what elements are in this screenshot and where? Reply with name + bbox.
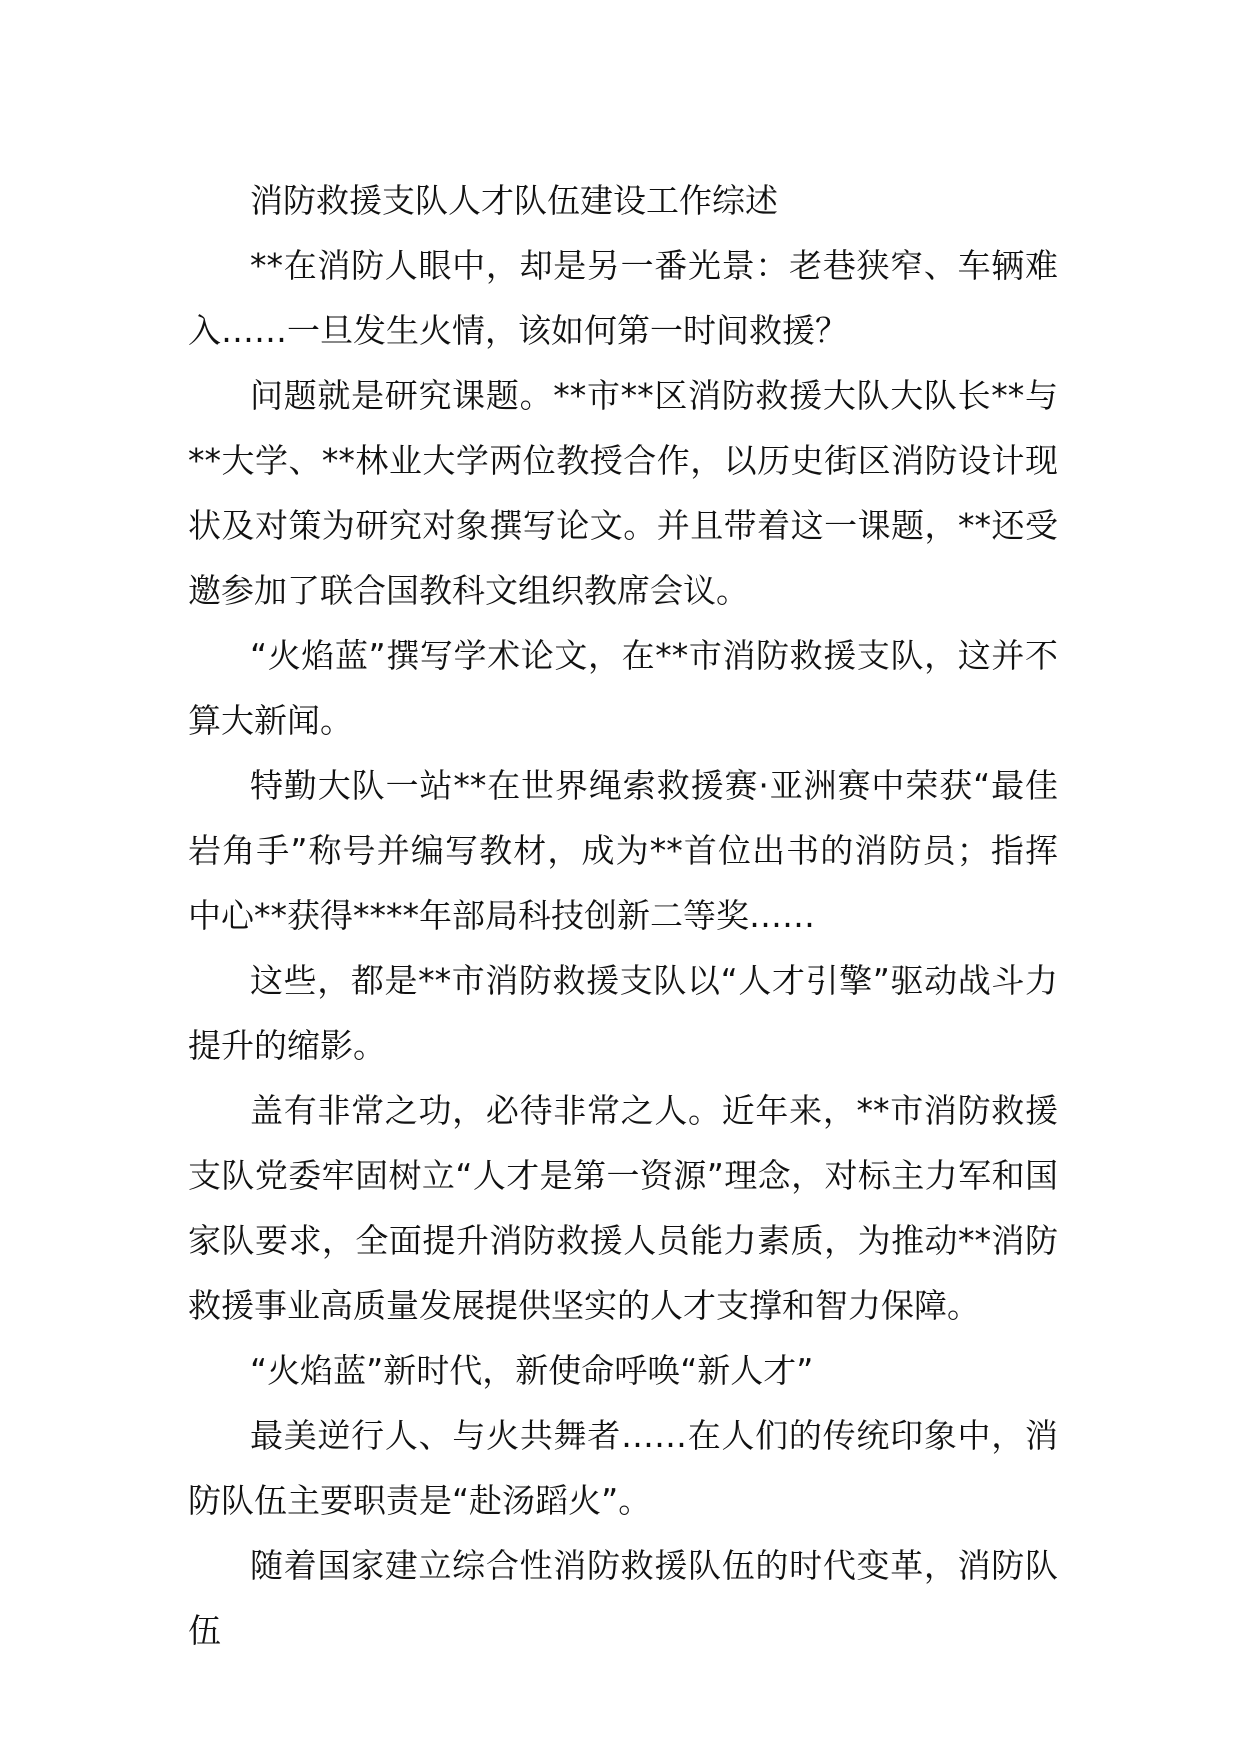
paragraph-3: “火焰蓝”撰写学术论文，在**市消防救援支队，这并不算大新闻。 [188,636,1058,740]
paragraph-1: **在消防人眼中，却是另一番光景：老巷狭窄、车辆难入……一旦发生火情，该如何第一时间救援？ [188,246,1058,350]
paragraph-8: 随着国家建立综合性消防救援队伍的时代变革，消防队伍 [188,1546,1058,1650]
document-title: 消防救援支队人才队伍建设工作综述 [250,181,778,220]
paragraph-7: 最美逆行人、与火共舞者……在人们的传统印象中，消防队伍主要职责是“赴汤蹈火”。 [188,1416,1058,1520]
paragraph-6: 盖有非常之功，必待非常之人。近年来，**市消防救援支队党委牢固树立“人才是第一资源”理念，对标主力军和国家队要求，全面提升消防救援人员能力素质，为推动**消防救援事业高质量发展提供坚实的人才支撑和智力保障。 [188,1091,1058,1325]
section-heading: “火焰蓝”新时代，新使命呼唤“新人才” [250,1351,814,1390]
paragraph-5: 这些，都是**市消防救援支队以“人才引擎”驱动战斗力提升的缩影。 [188,961,1058,1065]
paragraph-4: 特勤大队一站**在世界绳索救援赛·亚洲赛中荣获“最佳岩角手”称号并编写教材，成为**首位出书的消防员；指挥中心**获得****年部局科技创新二等奖…… [188,766,1058,935]
paragraph-2: 问题就是研究课题。**市**区消防救援大队大队长**与**大学、**林业大学两位教授合作，以历史街区消防设计现状及对策为研究对象撰写论文。并且带着这一课题，**还受邀参加了联合国教科文组织教席会议。 [188,376,1058,610]
document-body [188,168,1058,1663]
